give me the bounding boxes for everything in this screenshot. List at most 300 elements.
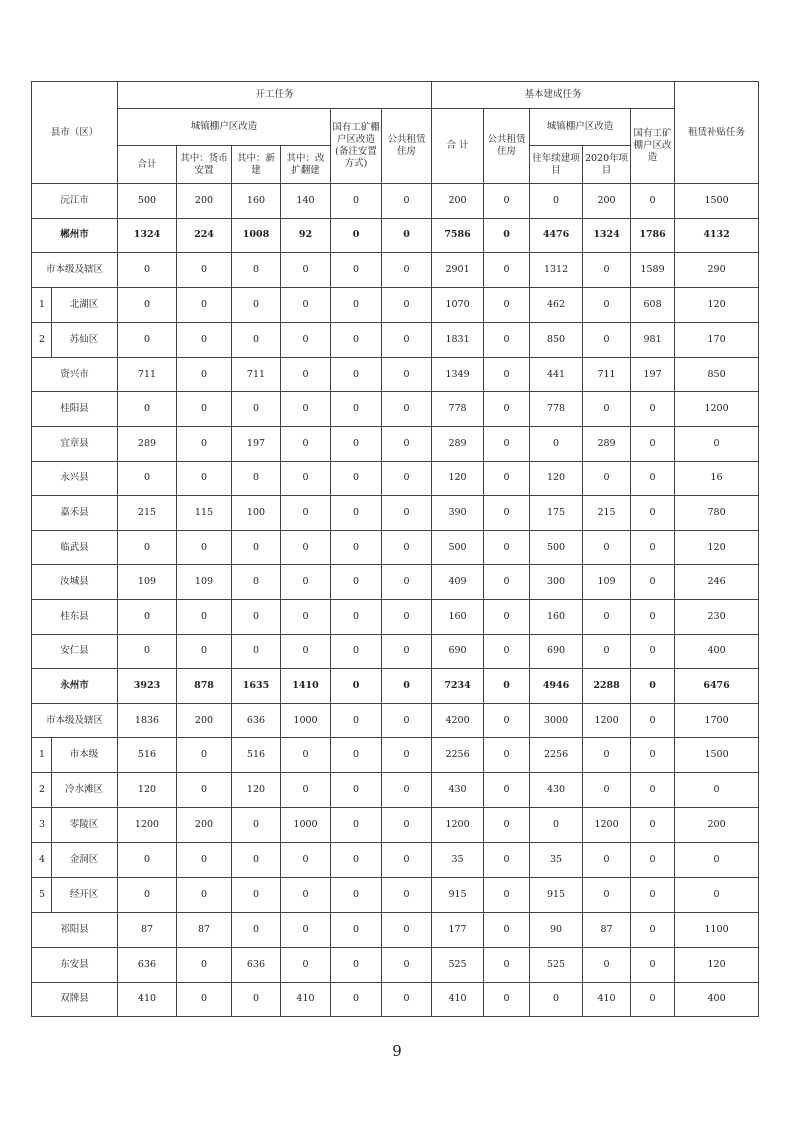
value-cell: 3923 bbox=[118, 669, 177, 704]
table-row bbox=[32, 913, 759, 948]
header-leaf-prev-years: 往年续建项目 bbox=[530, 146, 583, 184]
value-cell: 690 bbox=[432, 634, 484, 669]
value-cell: 711 bbox=[232, 357, 281, 392]
value-cell: 200 bbox=[177, 808, 232, 843]
table-row bbox=[32, 634, 759, 669]
value-cell: 915 bbox=[530, 878, 583, 913]
value-cell: 850 bbox=[675, 357, 759, 392]
value-cell: 0 bbox=[382, 878, 432, 913]
value-cell: 0 bbox=[118, 253, 177, 288]
value-cell: 0 bbox=[382, 496, 432, 531]
value-cell: 0 bbox=[631, 947, 675, 982]
value-cell: 0 bbox=[484, 287, 530, 322]
header-region: 县市（区） bbox=[32, 82, 118, 184]
value-cell: 0 bbox=[281, 322, 331, 357]
table-row bbox=[32, 322, 759, 357]
region-cell: 祁阳县 bbox=[32, 913, 118, 948]
region-cell: 汝城县 bbox=[32, 565, 118, 600]
value-cell: 0 bbox=[118, 530, 177, 565]
value-cell: 0 bbox=[484, 878, 530, 913]
region-cell: 临武县 bbox=[32, 530, 118, 565]
table-row bbox=[32, 843, 759, 878]
value-cell: 0 bbox=[177, 392, 232, 427]
table-row bbox=[32, 357, 759, 392]
table-row bbox=[32, 287, 759, 322]
value-cell: 87 bbox=[118, 913, 177, 948]
value-cell: 0 bbox=[530, 982, 583, 1017]
value-cell: 109 bbox=[118, 565, 177, 600]
region-cell: 桂东县 bbox=[32, 599, 118, 634]
value-cell: 0 bbox=[281, 392, 331, 427]
value-cell: 0 bbox=[382, 634, 432, 669]
table-row bbox=[32, 947, 759, 982]
value-cell: 0 bbox=[232, 392, 281, 427]
value-cell: 170 bbox=[675, 322, 759, 357]
value-cell: 0 bbox=[583, 878, 631, 913]
value-cell: 0 bbox=[382, 426, 432, 461]
value-cell: 160 bbox=[530, 599, 583, 634]
value-cell: 0 bbox=[331, 426, 382, 461]
value-cell: 0 bbox=[675, 773, 759, 808]
value-cell: 778 bbox=[530, 392, 583, 427]
value-cell: 35 bbox=[530, 843, 583, 878]
value-cell: 430 bbox=[432, 773, 484, 808]
value-cell: 0 bbox=[281, 738, 331, 773]
value-cell: 0 bbox=[331, 599, 382, 634]
value-cell: 0 bbox=[382, 530, 432, 565]
value-cell: 2901 bbox=[432, 253, 484, 288]
value-cell: 1200 bbox=[583, 703, 631, 738]
value-cell: 0 bbox=[382, 357, 432, 392]
value-cell: 120 bbox=[675, 287, 759, 322]
value-cell: 1324 bbox=[118, 218, 177, 253]
region-cell: 市本级及辖区 bbox=[32, 703, 118, 738]
value-cell: 120 bbox=[675, 947, 759, 982]
value-cell: 1500 bbox=[675, 184, 759, 219]
region-cell bbox=[32, 322, 118, 357]
value-cell: 0 bbox=[281, 565, 331, 600]
value-cell: 0 bbox=[382, 392, 432, 427]
region-cell bbox=[32, 808, 118, 843]
table-row bbox=[32, 218, 759, 253]
value-cell: 0 bbox=[583, 461, 631, 496]
value-cell: 0 bbox=[583, 322, 631, 357]
value-cell: 6476 bbox=[675, 669, 759, 704]
value-cell: 0 bbox=[583, 253, 631, 288]
value-cell: 224 bbox=[177, 218, 232, 253]
header-leaf-total: 合计 bbox=[118, 146, 177, 184]
value-cell: 7586 bbox=[432, 218, 484, 253]
value-cell: 0 bbox=[232, 565, 281, 600]
value-cell: 0 bbox=[281, 913, 331, 948]
region-cell bbox=[32, 738, 118, 773]
header-rent-subsidy: 租赁补贴任务 bbox=[675, 82, 759, 184]
region-index: 2 bbox=[33, 323, 52, 357]
value-cell: 0 bbox=[631, 461, 675, 496]
value-cell: 0 bbox=[331, 322, 382, 357]
table-row bbox=[32, 426, 759, 461]
value-cell: 500 bbox=[530, 530, 583, 565]
value-cell: 0 bbox=[281, 634, 331, 669]
value-cell: 0 bbox=[232, 808, 281, 843]
value-cell: 878 bbox=[177, 669, 232, 704]
value-cell: 500 bbox=[118, 184, 177, 219]
value-cell: 0 bbox=[331, 808, 382, 843]
value-cell: 1700 bbox=[675, 703, 759, 738]
table-row bbox=[32, 982, 759, 1017]
value-cell: 1200 bbox=[583, 808, 631, 843]
value-cell: 0 bbox=[484, 357, 530, 392]
value-cell: 0 bbox=[484, 913, 530, 948]
value-cell: 0 bbox=[583, 392, 631, 427]
value-cell: 410 bbox=[432, 982, 484, 1017]
value-cell: 0 bbox=[331, 634, 382, 669]
value-cell: 711 bbox=[583, 357, 631, 392]
value-cell: 0 bbox=[177, 843, 232, 878]
region-cell: 桂阳县 bbox=[32, 392, 118, 427]
region-cell: 永兴县 bbox=[32, 461, 118, 496]
value-cell: 1635 bbox=[232, 669, 281, 704]
value-cell: 409 bbox=[432, 565, 484, 600]
value-cell: 0 bbox=[484, 253, 530, 288]
header-start-urban: 城镇棚户区改造 bbox=[118, 109, 331, 146]
value-cell: 0 bbox=[232, 322, 281, 357]
value-cell: 200 bbox=[177, 703, 232, 738]
region-name: 市本级 bbox=[69, 749, 99, 761]
value-cell: 4132 bbox=[675, 218, 759, 253]
table-row bbox=[32, 496, 759, 531]
value-cell: 90 bbox=[530, 913, 583, 948]
header-leaf-2020: 2020年项目 bbox=[583, 146, 631, 184]
value-cell: 0 bbox=[177, 357, 232, 392]
value-cell: 0 bbox=[675, 426, 759, 461]
value-cell: 0 bbox=[331, 392, 382, 427]
value-cell: 0 bbox=[331, 982, 382, 1017]
value-cell: 0 bbox=[281, 773, 331, 808]
value-cell: 1200 bbox=[675, 392, 759, 427]
value-cell: 0 bbox=[331, 461, 382, 496]
value-cell: 0 bbox=[382, 947, 432, 982]
value-cell: 0 bbox=[631, 599, 675, 634]
table-row bbox=[32, 878, 759, 913]
header-group-start: 开工任务 bbox=[118, 82, 432, 109]
value-cell: 1312 bbox=[530, 253, 583, 288]
region-name: 零陵区 bbox=[69, 819, 99, 831]
region-cell: 资兴市 bbox=[32, 357, 118, 392]
value-cell: 0 bbox=[232, 843, 281, 878]
value-cell: 0 bbox=[583, 599, 631, 634]
value-cell: 1200 bbox=[118, 808, 177, 843]
value-cell: 120 bbox=[530, 461, 583, 496]
value-cell: 0 bbox=[631, 878, 675, 913]
value-cell: 0 bbox=[177, 599, 232, 634]
value-cell: 1786 bbox=[631, 218, 675, 253]
header-leaf-monetary: 其中：货币安置 bbox=[177, 146, 232, 184]
value-cell: 289 bbox=[432, 426, 484, 461]
value-cell: 0 bbox=[281, 878, 331, 913]
value-cell: 0 bbox=[177, 253, 232, 288]
value-cell: 0 bbox=[232, 878, 281, 913]
value-cell: 0 bbox=[118, 392, 177, 427]
value-cell: 462 bbox=[530, 287, 583, 322]
region-cell: 永州市 bbox=[32, 669, 118, 704]
value-cell: 0 bbox=[382, 703, 432, 738]
value-cell: 0 bbox=[382, 184, 432, 219]
value-cell: 0 bbox=[583, 530, 631, 565]
value-cell: 1500 bbox=[675, 738, 759, 773]
value-cell: 0 bbox=[118, 461, 177, 496]
value-cell: 1836 bbox=[118, 703, 177, 738]
value-cell: 0 bbox=[331, 669, 382, 704]
region-index: 1 bbox=[33, 738, 52, 772]
value-cell: 0 bbox=[484, 947, 530, 982]
region-index: 4 bbox=[33, 843, 52, 877]
table-row bbox=[32, 184, 759, 219]
value-cell: 0 bbox=[281, 287, 331, 322]
value-cell: 215 bbox=[118, 496, 177, 531]
value-cell: 0 bbox=[631, 184, 675, 219]
value-cell: 230 bbox=[675, 599, 759, 634]
value-cell: 0 bbox=[484, 703, 530, 738]
value-cell: 0 bbox=[331, 530, 382, 565]
value-cell: 87 bbox=[583, 913, 631, 948]
value-cell: 200 bbox=[583, 184, 631, 219]
value-cell: 0 bbox=[631, 773, 675, 808]
region-name: 金洞区 bbox=[69, 854, 99, 866]
value-cell: 0 bbox=[484, 982, 530, 1017]
region-index: 5 bbox=[33, 878, 52, 912]
header-start-mine: 国有工矿棚户区改造(备注安置方式) bbox=[331, 109, 382, 184]
value-cell: 0 bbox=[583, 773, 631, 808]
value-cell: 1000 bbox=[281, 808, 331, 843]
value-cell: 0 bbox=[281, 253, 331, 288]
value-cell: 0 bbox=[631, 634, 675, 669]
value-cell: 0 bbox=[484, 218, 530, 253]
value-cell: 0 bbox=[484, 530, 530, 565]
value-cell: 0 bbox=[331, 253, 382, 288]
value-cell: 0 bbox=[631, 496, 675, 531]
region-cell bbox=[32, 287, 118, 322]
value-cell: 1100 bbox=[675, 913, 759, 948]
value-cell: 0 bbox=[232, 530, 281, 565]
value-cell: 0 bbox=[118, 287, 177, 322]
region-cell: 双牌县 bbox=[32, 982, 118, 1017]
value-cell: 1070 bbox=[432, 287, 484, 322]
value-cell: 109 bbox=[583, 565, 631, 600]
value-cell: 0 bbox=[331, 843, 382, 878]
value-cell: 120 bbox=[118, 773, 177, 808]
value-cell: 140 bbox=[281, 184, 331, 219]
value-cell: 0 bbox=[232, 599, 281, 634]
value-cell: 0 bbox=[583, 843, 631, 878]
value-cell: 0 bbox=[177, 461, 232, 496]
value-cell: 0 bbox=[631, 392, 675, 427]
value-cell: 525 bbox=[432, 947, 484, 982]
value-cell: 289 bbox=[583, 426, 631, 461]
value-cell: 0 bbox=[331, 184, 382, 219]
value-cell: 410 bbox=[118, 982, 177, 1017]
value-cell: 4476 bbox=[530, 218, 583, 253]
value-cell: 289 bbox=[118, 426, 177, 461]
value-cell: 0 bbox=[631, 808, 675, 843]
value-cell: 197 bbox=[631, 357, 675, 392]
value-cell: 1200 bbox=[432, 808, 484, 843]
value-cell: 115 bbox=[177, 496, 232, 531]
value-cell: 0 bbox=[631, 738, 675, 773]
value-cell: 0 bbox=[177, 947, 232, 982]
value-cell: 0 bbox=[118, 843, 177, 878]
region-name: 苏仙区 bbox=[69, 333, 99, 345]
value-cell: 200 bbox=[177, 184, 232, 219]
header-group-build: 基本建成任务 bbox=[432, 82, 675, 109]
value-cell: 0 bbox=[484, 184, 530, 219]
value-cell: 390 bbox=[432, 496, 484, 531]
value-cell: 0 bbox=[583, 287, 631, 322]
value-cell: 500 bbox=[432, 530, 484, 565]
value-cell: 7234 bbox=[432, 669, 484, 704]
value-cell: 0 bbox=[382, 322, 432, 357]
value-cell: 1410 bbox=[281, 669, 331, 704]
region-name: 冷水滩区 bbox=[64, 784, 103, 796]
value-cell: 0 bbox=[177, 634, 232, 669]
housing-task-table-container bbox=[31, 81, 758, 1017]
value-cell: 0 bbox=[382, 287, 432, 322]
value-cell: 0 bbox=[484, 461, 530, 496]
value-cell: 4946 bbox=[530, 669, 583, 704]
value-cell: 0 bbox=[382, 565, 432, 600]
value-cell: 0 bbox=[331, 773, 382, 808]
value-cell: 0 bbox=[382, 738, 432, 773]
value-cell: 0 bbox=[118, 322, 177, 357]
value-cell: 0 bbox=[382, 599, 432, 634]
value-cell: 0 bbox=[177, 982, 232, 1017]
value-cell: 160 bbox=[432, 599, 484, 634]
value-cell: 0 bbox=[484, 738, 530, 773]
value-cell: 0 bbox=[484, 322, 530, 357]
region-name: 北湖区 bbox=[69, 298, 99, 310]
value-cell: 92 bbox=[281, 218, 331, 253]
region-cell: 郴州市 bbox=[32, 218, 118, 253]
value-cell: 16 bbox=[675, 461, 759, 496]
value-cell: 0 bbox=[232, 253, 281, 288]
value-cell: 1000 bbox=[281, 703, 331, 738]
value-cell: 0 bbox=[281, 599, 331, 634]
value-cell: 0 bbox=[631, 703, 675, 738]
table-row bbox=[32, 669, 759, 704]
value-cell: 1324 bbox=[583, 218, 631, 253]
value-cell: 0 bbox=[232, 287, 281, 322]
value-cell: 0 bbox=[675, 878, 759, 913]
table-row bbox=[32, 599, 759, 634]
value-cell: 0 bbox=[232, 913, 281, 948]
table-row bbox=[32, 703, 759, 738]
value-cell: 0 bbox=[382, 913, 432, 948]
value-cell: 0 bbox=[583, 738, 631, 773]
value-cell: 525 bbox=[530, 947, 583, 982]
value-cell: 0 bbox=[530, 808, 583, 843]
table-row bbox=[32, 808, 759, 843]
table-row bbox=[32, 392, 759, 427]
value-cell: 0 bbox=[177, 322, 232, 357]
value-cell: 400 bbox=[675, 982, 759, 1017]
table-row bbox=[32, 773, 759, 808]
value-cell: 0 bbox=[530, 184, 583, 219]
region-cell bbox=[32, 843, 118, 878]
region-cell bbox=[32, 773, 118, 808]
value-cell: 0 bbox=[583, 947, 631, 982]
value-cell: 690 bbox=[530, 634, 583, 669]
value-cell: 0 bbox=[484, 669, 530, 704]
value-cell: 3000 bbox=[530, 703, 583, 738]
value-cell: 608 bbox=[631, 287, 675, 322]
value-cell: 0 bbox=[382, 773, 432, 808]
value-cell: 0 bbox=[530, 426, 583, 461]
value-cell: 0 bbox=[281, 530, 331, 565]
region-cell: 安仁县 bbox=[32, 634, 118, 669]
value-cell: 0 bbox=[118, 878, 177, 913]
value-cell: 0 bbox=[583, 634, 631, 669]
value-cell: 1831 bbox=[432, 322, 484, 357]
value-cell: 0 bbox=[484, 634, 530, 669]
header-build-urban: 城镇棚户区改造 bbox=[530, 109, 631, 146]
value-cell: 4200 bbox=[432, 703, 484, 738]
value-cell: 300 bbox=[530, 565, 583, 600]
region-index: 2 bbox=[33, 773, 52, 807]
header-build-total: 合 计 bbox=[432, 109, 484, 184]
value-cell: 0 bbox=[484, 843, 530, 878]
value-cell: 0 bbox=[281, 843, 331, 878]
value-cell: 0 bbox=[631, 982, 675, 1017]
value-cell: 0 bbox=[177, 287, 232, 322]
table-body bbox=[32, 184, 759, 1017]
value-cell: 636 bbox=[118, 947, 177, 982]
value-cell: 120 bbox=[232, 773, 281, 808]
value-cell: 410 bbox=[583, 982, 631, 1017]
value-cell: 0 bbox=[484, 808, 530, 843]
value-cell: 175 bbox=[530, 496, 583, 531]
value-cell: 0 bbox=[382, 843, 432, 878]
region-cell bbox=[32, 878, 118, 913]
header-leaf-rebuild: 其中：改扩翻建 bbox=[281, 146, 331, 184]
value-cell: 0 bbox=[675, 843, 759, 878]
region-cell: 沅江市 bbox=[32, 184, 118, 219]
value-cell: 410 bbox=[281, 982, 331, 1017]
value-cell: 0 bbox=[631, 669, 675, 704]
value-cell: 400 bbox=[675, 634, 759, 669]
value-cell: 0 bbox=[382, 982, 432, 1017]
value-cell: 200 bbox=[432, 184, 484, 219]
table-row bbox=[32, 253, 759, 288]
value-cell: 215 bbox=[583, 496, 631, 531]
value-cell: 0 bbox=[331, 565, 382, 600]
value-cell: 0 bbox=[631, 426, 675, 461]
value-cell: 2288 bbox=[583, 669, 631, 704]
value-cell: 441 bbox=[530, 357, 583, 392]
value-cell: 1589 bbox=[631, 253, 675, 288]
value-cell: 516 bbox=[118, 738, 177, 773]
table-row bbox=[32, 565, 759, 600]
value-cell: 0 bbox=[177, 773, 232, 808]
value-cell: 0 bbox=[281, 496, 331, 531]
value-cell: 0 bbox=[281, 947, 331, 982]
value-cell: 780 bbox=[675, 496, 759, 531]
value-cell: 0 bbox=[118, 599, 177, 634]
region-index: 1 bbox=[33, 288, 52, 322]
value-cell: 2256 bbox=[530, 738, 583, 773]
value-cell: 120 bbox=[432, 461, 484, 496]
value-cell: 0 bbox=[177, 738, 232, 773]
value-cell: 0 bbox=[281, 461, 331, 496]
